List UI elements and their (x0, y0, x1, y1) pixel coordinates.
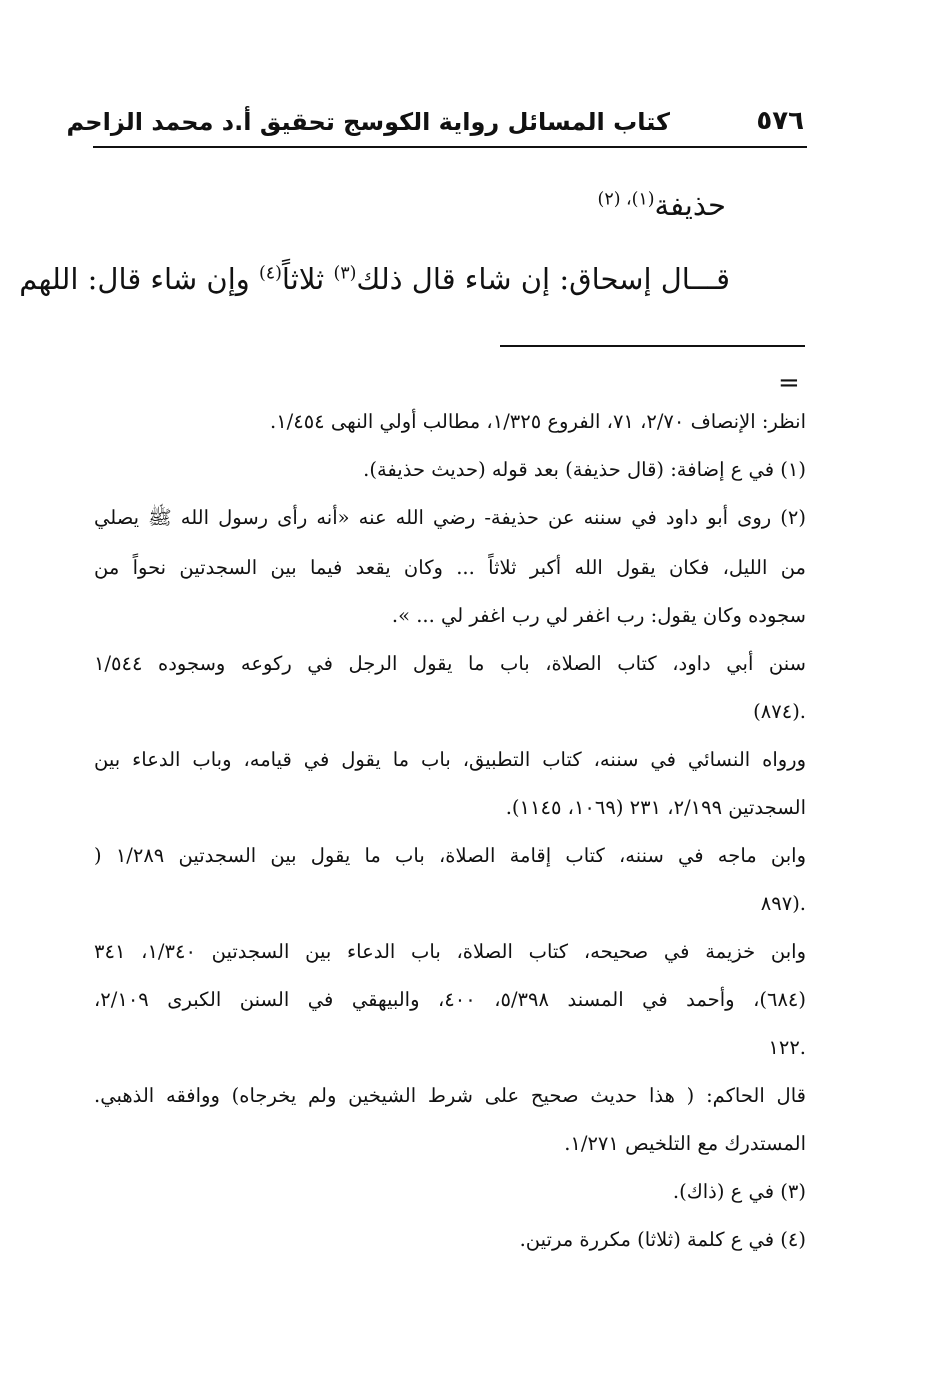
body-line-1-text: حذيفة (654, 188, 726, 222)
running-header-title: كتاب المسائل رواية الكوسج تحقيق أ.د محمد الزاحم (66, 108, 670, 136)
footnote-line: سنن أبي داود، كتاب الصلاة، باب ما يقول الرجل في ركوعه وسجوده ١/٥٤٤ (94, 652, 806, 675)
page-number: ٥٧٦ (756, 106, 804, 136)
body-line-1 (598, 188, 726, 222)
footnote-line: (٦٨٤)، وأحمد في المسند ٥/٣٩٨، ٤٠٠، والبيهقي في السنن الكبرى ٢/١٠٩، (94, 988, 806, 1011)
footnote-line: ٨٩٧). (760, 892, 806, 915)
body-line-2-part-2: ثلاثاً (281, 262, 334, 296)
footnote-ref-4: (٤) (258, 263, 282, 284)
body-line-2-part-3: وإن شاء قال: اللهم (19, 262, 259, 296)
body-line-2-part-1: قـــال إسحاق: إن شاء قال ذلك (356, 262, 730, 296)
footnote-continuation-marker: = (778, 368, 800, 398)
footnote-line: (٣) في ع (ذاك). (672, 1180, 806, 1203)
footnote-ref-3: (٣) (333, 263, 357, 284)
footnote-line: (١) في ع إضافة: (قال حذيفة) بعد قوله (حديث حذيفة). (363, 458, 806, 481)
footnote-ref-1-2: (١)، (٢) (597, 189, 655, 210)
footnote-line: ورواه النسائي في سننه، كتاب التطبيق، باب ما يقول في قيامه، وباب الدعاء بين (94, 748, 806, 771)
footnote-line: سجوده وكان يقول: رب اغفر لي رب اغفر لي ... ». (391, 604, 806, 627)
footnote-line: (٤) في ع كلمة (ثلاثا) مكررة مرتين. (519, 1228, 806, 1251)
footnote-line: وابن خزيمة في صحيحه، كتاب الصلاة، باب الدعاء بين السجدتين ١/٣٤٠، ٣٤١ (94, 940, 806, 963)
footnote-line: انظر: الإنصاف ٢/٧٠، ٧١، الفروع ١/٣٢٥، مطالب أولي النهى ١/٤٥٤. (269, 410, 806, 433)
footnote-line: (٨٧٤). (753, 700, 806, 723)
footnote-line: من الليل، فكان يقول الله أكبر ثلاثاً ... وكان يقعد فيما بين السجدتين نحواً من (94, 556, 806, 579)
footnote-line: وابن ماجه في سننه، كتاب إقامة الصلاة، باب ما يقول بين السجدتين ١/٢٨٩ ( (94, 844, 807, 867)
footnote-line: المستدرك مع التلخيص ١/٢٧١. (564, 1132, 806, 1155)
header-divider (93, 146, 807, 148)
footnote-line: (٢) روى أبو داود في سننه عن حذيفة- رضي الله عنه «أنه رأى رسول الله ﷺ يصلي (94, 506, 806, 529)
body-line-2 (19, 262, 730, 296)
footnote-line: قال الحاكم: ( هذا حديث صحيح على شرط الشيخين ولم يخرجاه) ووافقه الذهبي. (94, 1084, 806, 1107)
footnote-line: ١٢٢. (768, 1036, 806, 1059)
footnote-line: السجدتين ٢/١٩٩، ٢٣١ (١٠٦٩، ١١٤٥). (505, 796, 806, 819)
footnote-divider (500, 345, 805, 347)
